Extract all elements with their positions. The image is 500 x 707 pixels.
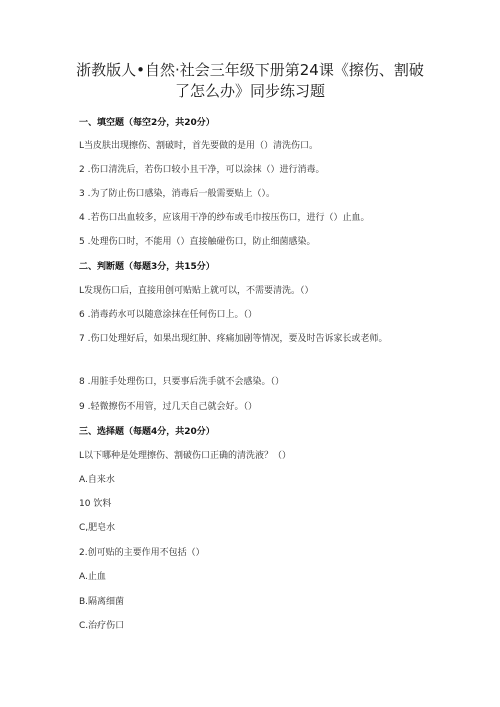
question-text: 5 .处理伤口时，不能用（）直接触碰伤口，防止细菌感染。	[79, 237, 316, 247]
document-title-line-1: 浙教版人•自然·社会三年级下册第24课《擦伤、割破	[76, 61, 424, 79]
question-text: 6 .消毒药水可以随意涂抹在任何伤口上。（）	[79, 310, 257, 320]
answer-option: C,肥皂水	[79, 523, 116, 533]
question-text: 3 .为了防止伤口感染，消毒后一般需要贴上（）。	[79, 189, 275, 199]
answer-option: B.隔离细菌	[79, 597, 125, 607]
question-text: L以下哪种是处理擦伤、割破伤口正确的清洗液？（）	[79, 451, 292, 461]
question-text: L发现伤口后，直接用创可贴贴上就可以，不需要清洗。（）	[79, 286, 314, 296]
section-heading-fill-in: 一、填空题（每空2分，共20分）	[79, 118, 215, 128]
section-heading-multiple-choice: 三、选择题（每题4分，共20分）	[79, 427, 215, 437]
question-text: L当皮肤出现擦伤、割破时，首先要做的是用（）清洗伤口。	[79, 141, 319, 151]
question-text: 7 .伤口处理好后，如果出现红肿、疼痛加剧等情况，要及时告诉家长或老师。	[79, 334, 388, 344]
section-heading-true-false: 二、判断题（每题3分，共15分）	[79, 262, 215, 272]
answer-option: C.治疗伤口	[79, 621, 125, 631]
question-text: 8 .用脏手处理伤口，只要事后洗手就不会感染。（）	[79, 377, 284, 387]
answer-option: A.自来水	[79, 475, 115, 485]
answer-option: 10 饮料	[79, 499, 112, 509]
document-title-line-2: 了怎么办》同步练习题	[174, 82, 325, 100]
answer-option: A.止血	[79, 572, 106, 582]
question-text: 4 .若伤口出血较多，应该用干净的纱布或毛巾按压伤口，进行（）止血。	[79, 213, 370, 223]
question-text: 2 .伤口清洗后，若伤口较小且干净，可以涂抹（）进行消毒。	[79, 165, 325, 175]
question-text: 9 .轻微擦伤不用管，过几天自己就会好。（）	[79, 402, 257, 412]
question-text: 2.创可贴的主要作用不包括（）	[79, 548, 205, 558]
